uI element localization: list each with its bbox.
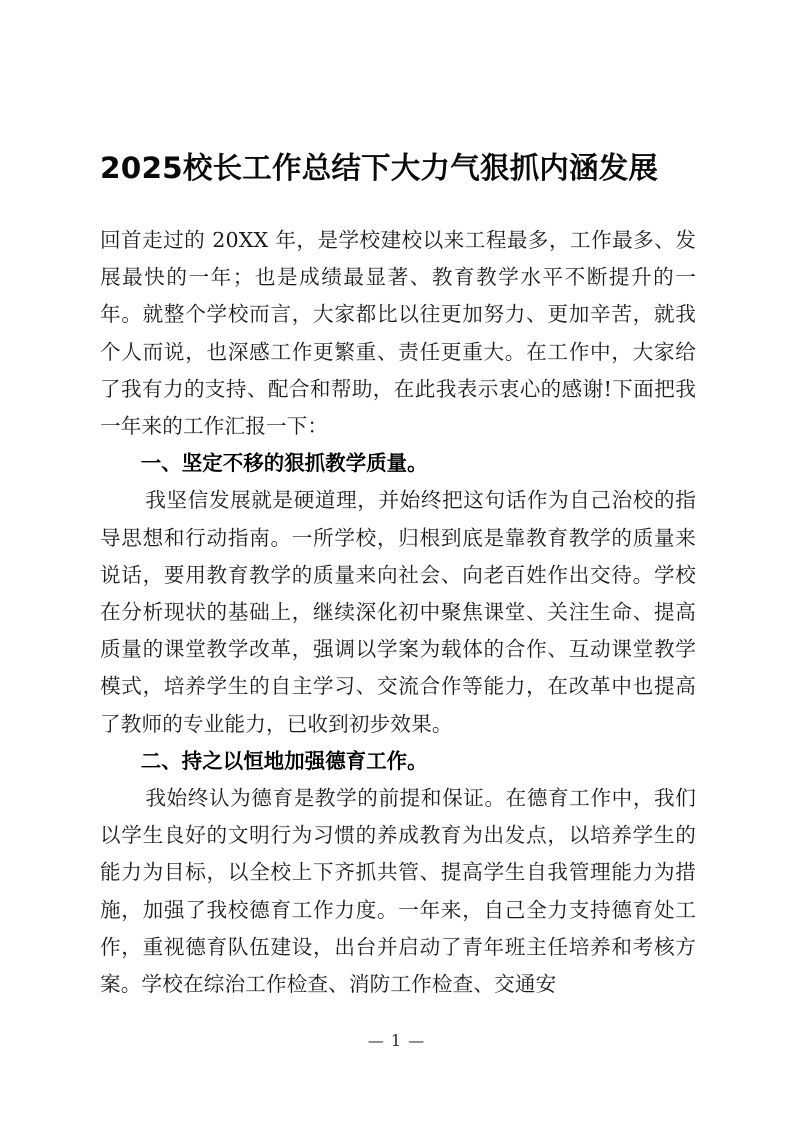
page-title: 2025校长工作总结下大力气狠抓内涵发展 — [100, 151, 659, 185]
paragraph-section-one-body: 我坚信发展就是硬道理，并始终把这句话作为自己治校的指导思想和行动指南。一所学校，归根到底是靠教育教学的质量来说话，要用教育教学的质量来向社会、向老百姓作出交待。学校在分析现状的基础上，继续深化初中聚焦课堂、关注生命、提高质量的课堂教学改革，强调以学案为载体的合作、互动课堂教学模式，培养学生的自主学习、交流合作等能力，在改革中也提高了教师的专业能力，已收到初步效果。 — [100, 488, 696, 736]
document-body — [100, 222, 696, 1003]
paragraph-section-two-body: 我始终认为德育是教学的前提和保证。在德育工作中，我们以学生良好的文明行为习惯的养成教育为出发点，以培养学生的能力为目标，以全校上下齐抓共管、提高学生自我管理能力为措施，加强了我校德育工作力度。一年来，自己全力支持德育处工作，重视德育队伍建设，出台并启动了青年班主任培养和考核方案。学校在综治工作检查、消防工作检查、交通安 — [100, 786, 696, 997]
section-heading-two: 二、持之以恒地加强德育工作。 — [140, 748, 428, 773]
document-content — [100, 0, 696, 1003]
paragraph-intro: 回首走过的 20XX 年，是学校建校以来工程最多，工作最多、发展最快的一年；也是成绩最显著、教育教学水平不断提升的一年。就整个学校而言，大家都比以往更加努力、更加辛苦，就我个人而说，也深感工作更繁重、责任更重大。在工作中，大家给了我有力的支持、配合和帮助，在此我表示衷心的感谢!下面把我一年来的工作汇报一下： — [100, 228, 696, 439]
page-number: — 1 — — [367, 1031, 426, 1050]
section-heading-one: 一、坚定不移的狠抓教学质量。 — [140, 451, 428, 476]
